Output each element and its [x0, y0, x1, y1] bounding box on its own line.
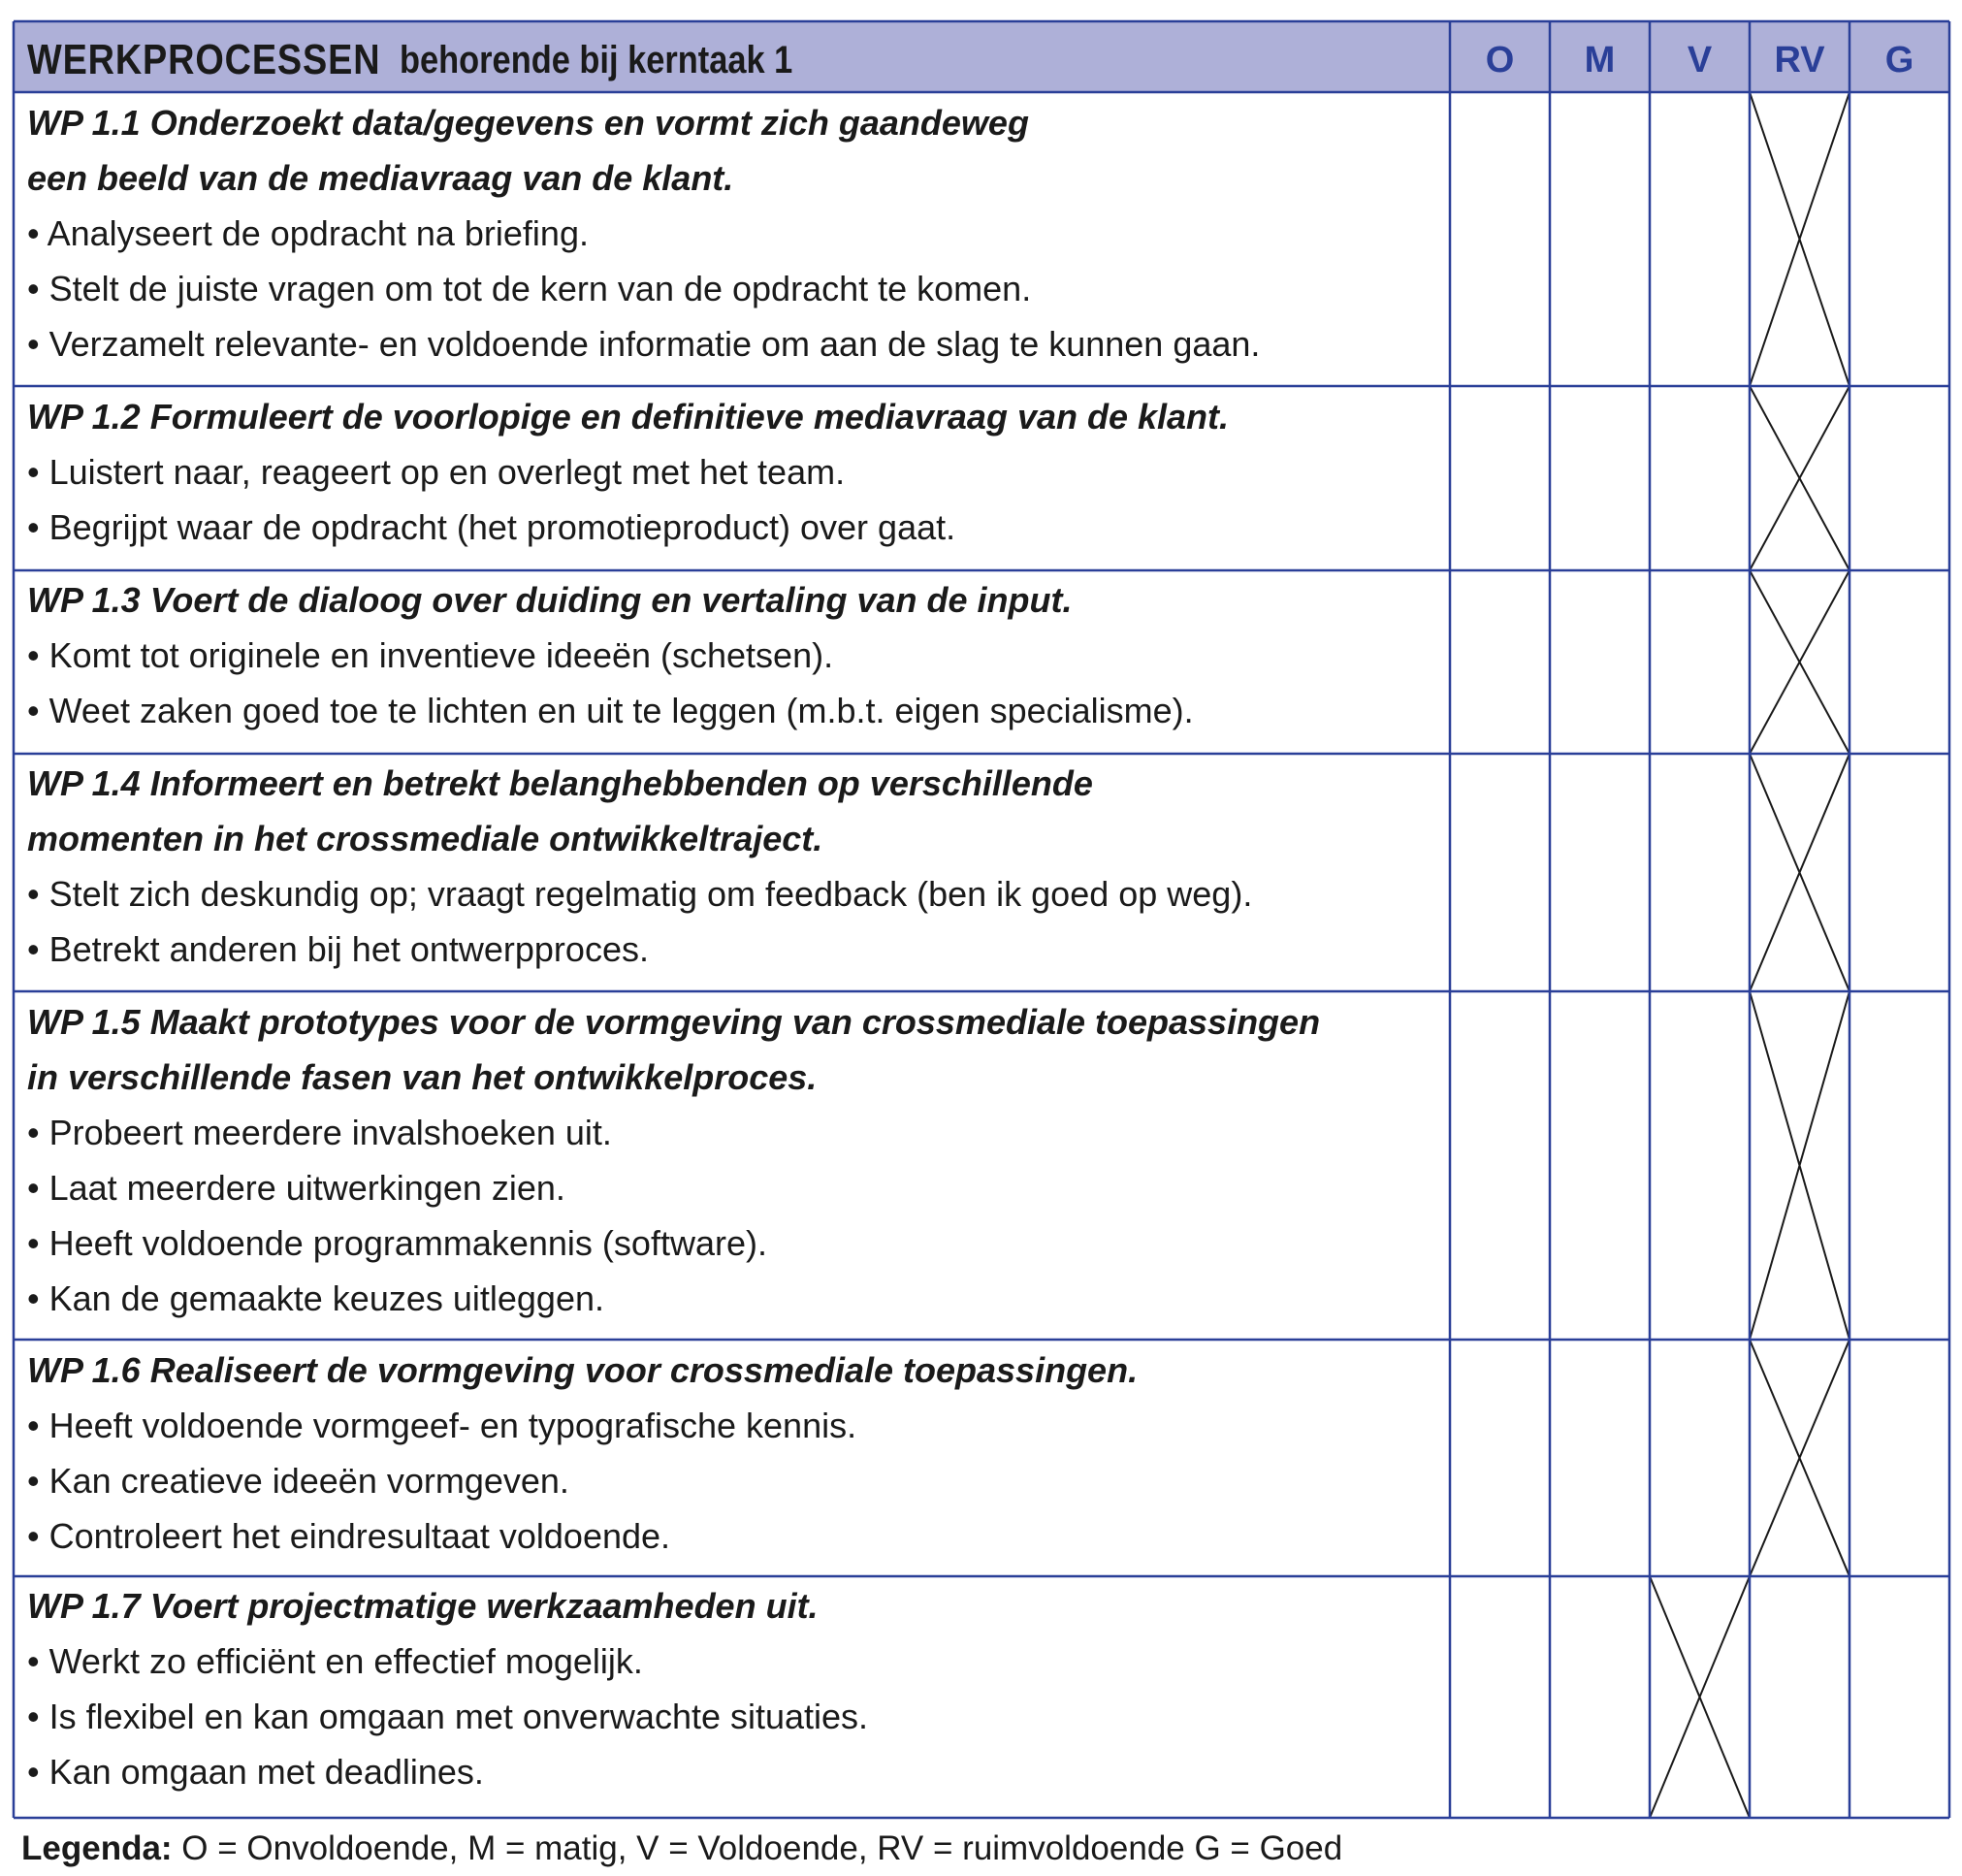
criterion-item: • Luistert naar, reageert op en overlegt met het team. [27, 452, 846, 492]
criterion-item: • Analyseert de opdracht na briefing. [27, 213, 589, 253]
work-process-row-3 [27, 572, 1424, 738]
work-process-title: WP 1.5 Maakt prototypes voor de vormgeving van crossmediale toepassingen [27, 1002, 1321, 1042]
work-process-title: een beeld van de mediavraag van de klant. [27, 158, 734, 198]
work-process-row-5 [27, 994, 1424, 1326]
legend-label: Legenda: [21, 1829, 173, 1867]
criterion-item: • Kan de gemaakte keuzes uitleggen. [27, 1278, 605, 1318]
criterion-item: • Werkt zo efficiënt en effectief mogelijk. [27, 1641, 643, 1681]
criterion-item: • Kan creatieve ideeën vormgeven. [27, 1461, 569, 1501]
work-process-title: in verschillende fasen van het ontwikkelproces. [27, 1057, 818, 1097]
table-title-sub: behorende bij kerntaak 1 [399, 38, 793, 81]
criterion-item: • Betrekt anderen bij het ontwerpproces. [27, 929, 649, 969]
criterion-item: • Kan omgaan met deadlines. [27, 1752, 484, 1792]
work-process-title: WP 1.3 Voert de dialoog over duiding en vertaling van de input. [27, 580, 1073, 620]
criterion-item: • Heeft voldoende programmakennis (software). [27, 1223, 767, 1263]
work-process-row-2 [27, 389, 1424, 555]
criterion-item: • Begrijpt waar de opdracht (het promotieproduct) over gaat. [27, 507, 956, 547]
work-process-title: WP 1.4 Informeert en betrekt belanghebbenden op verschillende [27, 763, 1093, 803]
table-title [27, 29, 856, 91]
column-header-rv: RV [1774, 39, 1825, 81]
work-process-title: WP 1.1 Onderzoekt data/gegevens en vormt zich gaandeweg [27, 103, 1029, 143]
criterion-item: • Verzamelt relevante- en voldoende informatie om aan de slag te kunnen gaan. [27, 324, 1261, 364]
work-process-title: WP 1.6 Realiseert de vormgeving voor crossmediale toepassingen. [27, 1350, 1139, 1390]
work-process-title: WP 1.2 Formuleert de voorlopige en definitieve mediavraag van de klant. [27, 397, 1230, 437]
criterion-item: • Probeert meerdere invalshoeken uit. [27, 1113, 612, 1152]
column-header-v: V [1687, 39, 1713, 81]
criterion-item: • Stelt zich deskundig op; vraagt regelmatig om feedback (ben ik goed op weg). [27, 874, 1253, 914]
column-header-g: G [1884, 39, 1914, 81]
criterion-item: • Komt tot originele en inventieve ideeën (schetsen). [27, 635, 834, 675]
work-process-row-6 [27, 1342, 1424, 1564]
work-process-title: WP 1.7 Voert projectmatige werkzaamheden uit. [27, 1586, 819, 1626]
work-process-title: momenten in het crossmediale ontwikkeltraject. [27, 819, 823, 858]
criterion-item: • Laat meerdere uitwerkingen zien. [27, 1168, 565, 1208]
criterion-item: • Stelt de juiste vragen om tot de kern van de opdracht te komen. [27, 269, 1032, 308]
work-process-row-7 [27, 1578, 1424, 1799]
work-process-row-4 [27, 756, 1424, 977]
criterion-item: • Is flexibel en kan omgaan met onverwachte situaties. [27, 1697, 869, 1736]
column-header-m: M [1584, 39, 1616, 81]
table-title-main: WERKPROCESSEN [27, 36, 381, 83]
column-header-o: O [1485, 39, 1515, 81]
legend-text: O = Onvoldoende, M = matig, V = Voldoende, RV = ruimvoldoende G = Goed [172, 1829, 1343, 1867]
criterion-item: • Heeft voldoende vormgeef- en typografische kennis. [27, 1406, 857, 1445]
work-process-row-1 [27, 95, 1424, 372]
criterion-item: • Weet zaken goed toe te lichten en uit te leggen (m.b.t. eigen specialisme). [27, 691, 1194, 730]
legend [21, 1829, 1342, 1868]
criterion-item: • Controleert het eindresultaat voldoende. [27, 1516, 671, 1556]
